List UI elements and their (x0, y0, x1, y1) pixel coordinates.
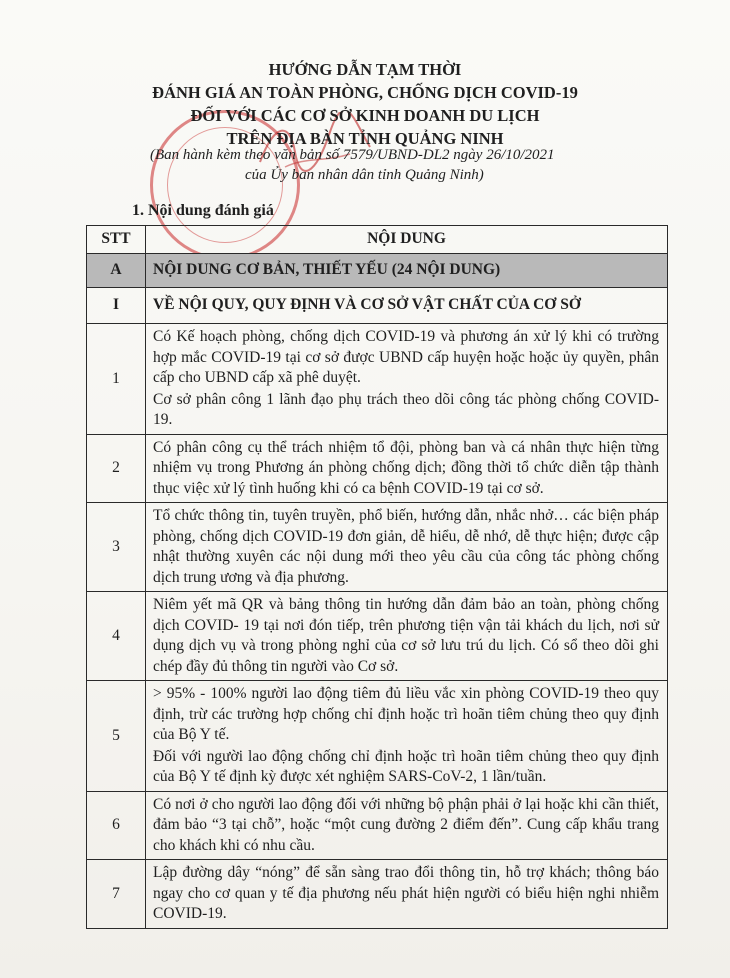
row-content (146, 503, 668, 592)
row-paragraph: Cơ sở phân công 1 lãnh đạo phụ trách theo dõi công tác phòng chống COVID-19. (153, 390, 659, 428)
col-header-stt: STT (87, 226, 146, 254)
table-row (87, 791, 668, 860)
row-paragraph: Có nơi ở cho người lao động đối với những bộ phận phải ở lại hoặc khi cần thiết, đảm bảo “3 tại chỗ”, hoặc “một cung đường 2 điểm đến”. Cung cấp khẩu trang cho khách khi có nhu cầu. (153, 795, 659, 854)
row-content (146, 324, 668, 435)
row-stt: 2 (87, 434, 146, 503)
group-row-i (87, 288, 668, 324)
group-i-stt: I (87, 288, 146, 324)
row-content (146, 592, 668, 681)
table-row (87, 860, 668, 929)
row-stt: 6 (87, 791, 146, 860)
group-i-title: VỀ NỘI QUY, QUY ĐỊNH VÀ CƠ SỞ VẬT CHẤT CỦA CƠ SỞ (146, 288, 668, 324)
row-paragraph: Đối với người lao động chống chỉ định hoặc trì hoãn tiêm chủng theo quy định của Bộ Y tế định kỳ được xét nghiệm SARS-CoV-2, 1 lần/tuần. (153, 747, 659, 785)
group-a-stt: A (87, 254, 146, 288)
table-row (87, 324, 668, 435)
doc-title-line2: ĐÁNH GIÁ AN TOÀN PHÒNG, CHỐNG DỊCH COVID-19 (152, 83, 578, 102)
doc-title-line1: HƯỚNG DẪN TẠM THỜI (268, 60, 462, 79)
row-paragraph: > 95% - 100% người lao động tiêm đủ liều vắc xin phòng COVID-19 theo quy định, trừ các trường hợp chống chỉ định hoặc trì hoãn tiêm chủng theo quy định của Bộ Y tế. (153, 685, 659, 743)
doc-issuer-note: của Ủy ban nhân dân tỉnh Quảng Ninh) (245, 167, 484, 183)
table-row (87, 503, 668, 592)
row-stt: 5 (87, 681, 146, 792)
row-stt: 4 (87, 592, 146, 681)
table-header-row (87, 226, 668, 254)
group-a-title: NỘI DUNG CƠ BẢN, THIẾT YẾU (24 NỘI DUNG) (146, 254, 668, 288)
doc-title-line3: ĐỐI VỚI CÁC CƠ SỞ KINH DOANH DU LỊCH (190, 106, 540, 125)
col-header-content: NỘI DUNG (146, 226, 668, 254)
row-content (146, 860, 668, 929)
row-paragraph: Niêm yết mã QR và bảng thông tin hướng dẫn đảm bảo an toàn, phòng chống dịch COVID- 19 tại nơi đón tiếp, trên phương tiện vận tải khách du lịch, nơi sử dụng dịch vụ và trong phòng nghỉ của cơ sở lưu trú du lịch. Có sổ theo dõi ghi chép đầy đủ thông tin người vào Cơ sở. (153, 596, 659, 675)
doc-issuance-note: (Ban hành kèm theo văn bản số 7579/UBND-DL2 ngày 26/10/2021 (150, 147, 555, 163)
section-title: 1. Nội dung đánh giá (132, 202, 274, 219)
row-stt: 7 (87, 860, 146, 929)
table-row (87, 592, 668, 681)
row-paragraph: Có Kế hoạch phòng, chống dịch COVID-19 và phương án xử lý khi có trường hợp mắc COVID-19 tại cơ sở được UBND cấp huyện hoặc hoặc ủy quyền, phân cấp cho UBND cấp xã phê duyệt. (153, 328, 659, 386)
row-content (146, 681, 668, 792)
table-row (87, 434, 668, 503)
row-stt: 1 (87, 324, 146, 435)
row-content (146, 791, 668, 860)
row-paragraph: Có phân công cụ thể trách nhiệm tổ đội, phòng ban và cá nhân thực hiện từng nhiệm vụ trong Phương án phòng chống dịch; đồng thời tổ chức diễn tập thành thục việc xử lý tình huống khi có ca bệnh COVID-19 tại cơ sở. (153, 438, 659, 497)
evaluation-table (86, 225, 668, 929)
row-content (146, 434, 668, 503)
row-paragraph: Lập đường dây “nóng” để sẵn sàng trao đổi thông tin, hỗ trợ khách; thông báo ngay cho cơ quan y tế địa phương nếu phát hiện người có biểu hiện nghi nhiễm COVID-19. (153, 864, 659, 922)
group-row-a (87, 254, 668, 288)
doc-title-line4: TRÊN ĐỊA BÀN TỈNH QUẢNG NINH (226, 129, 504, 148)
table-row (87, 681, 668, 792)
row-paragraph: Tổ chức thông tin, tuyên truyền, phổ biến, hướng dẫn, nhắc nhở… các biện pháp phòng, chống dịch COVID-19 đơn giản, dễ hiểu, dễ nhớ, dễ thực hiện; được cập nhật thường xuyên các nội dung mới theo yêu cầu của công tác phòng chống dịch trung ương và địa phương. (153, 507, 659, 586)
row-stt: 3 (87, 503, 146, 592)
